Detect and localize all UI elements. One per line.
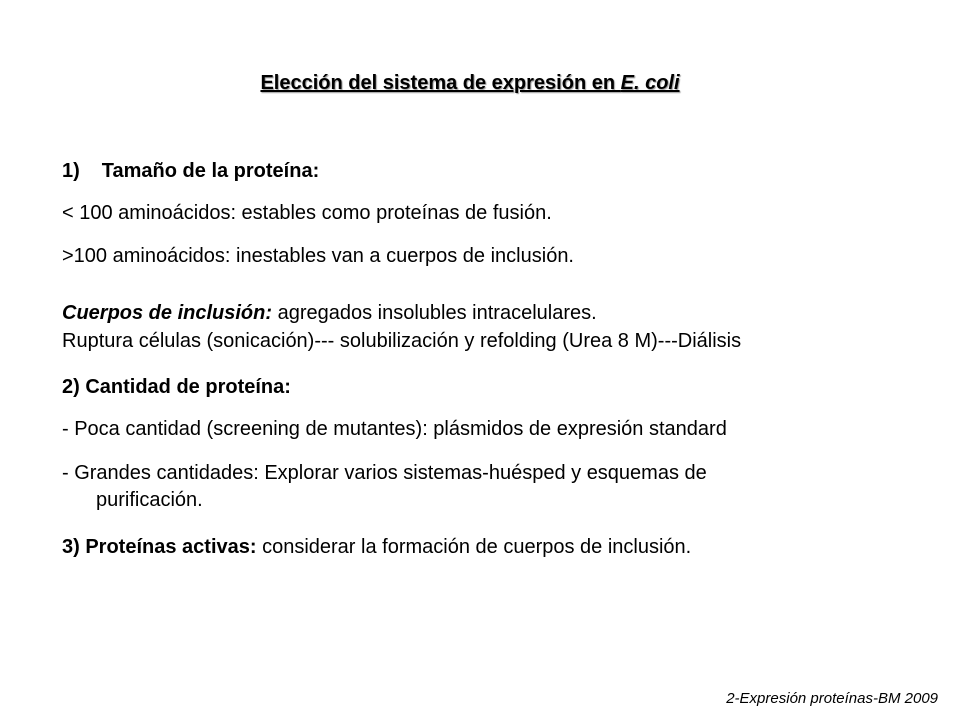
section1-line1: < 100 aminoácidos: estables como proteínas de fusión. [62, 202, 552, 224]
section3-heading: 3) Proteínas activas: [62, 536, 257, 558]
slide-title [0, 72, 940, 95]
inclusion-text: agregados insolubles intracelulares. [272, 302, 597, 324]
footer-label: 2-Expresión proteínas-BM 2009 [726, 690, 938, 707]
section2-item2-continued: purificación. [96, 489, 203, 511]
slide-title-main: Elección del sistema de expresión en [260, 72, 621, 94]
slide-title-organism: E. coli [620, 72, 680, 94]
section2-item1: - Poca cantidad (screening de mutantes): plásmidos de expresión standard [62, 418, 727, 440]
section1-title: Tamaño de la proteína: [101, 160, 320, 182]
inclusion-process: Ruptura células (sonicación)--- solubilización y refolding (Urea 8 M)---Diálisis [62, 330, 742, 352]
section1-heading [62, 160, 319, 183]
section1-number: 1) [62, 160, 80, 182]
section2-heading: 2) Cantidad de proteína: [62, 376, 291, 398]
section2-item2: - Grandes cantidades: Explorar varios sistemas-huésped y esquemas de [62, 462, 707, 484]
section3-text: considerar la formación de cuerpos de inclusión. [256, 536, 692, 558]
section1-line2: >100 aminoácidos: inestables van a cuerpos de inclusión. [62, 245, 574, 267]
inclusion-label: Cuerpos de inclusión: [62, 302, 273, 324]
section3 [62, 536, 691, 559]
inclusion-definition [62, 302, 597, 325]
